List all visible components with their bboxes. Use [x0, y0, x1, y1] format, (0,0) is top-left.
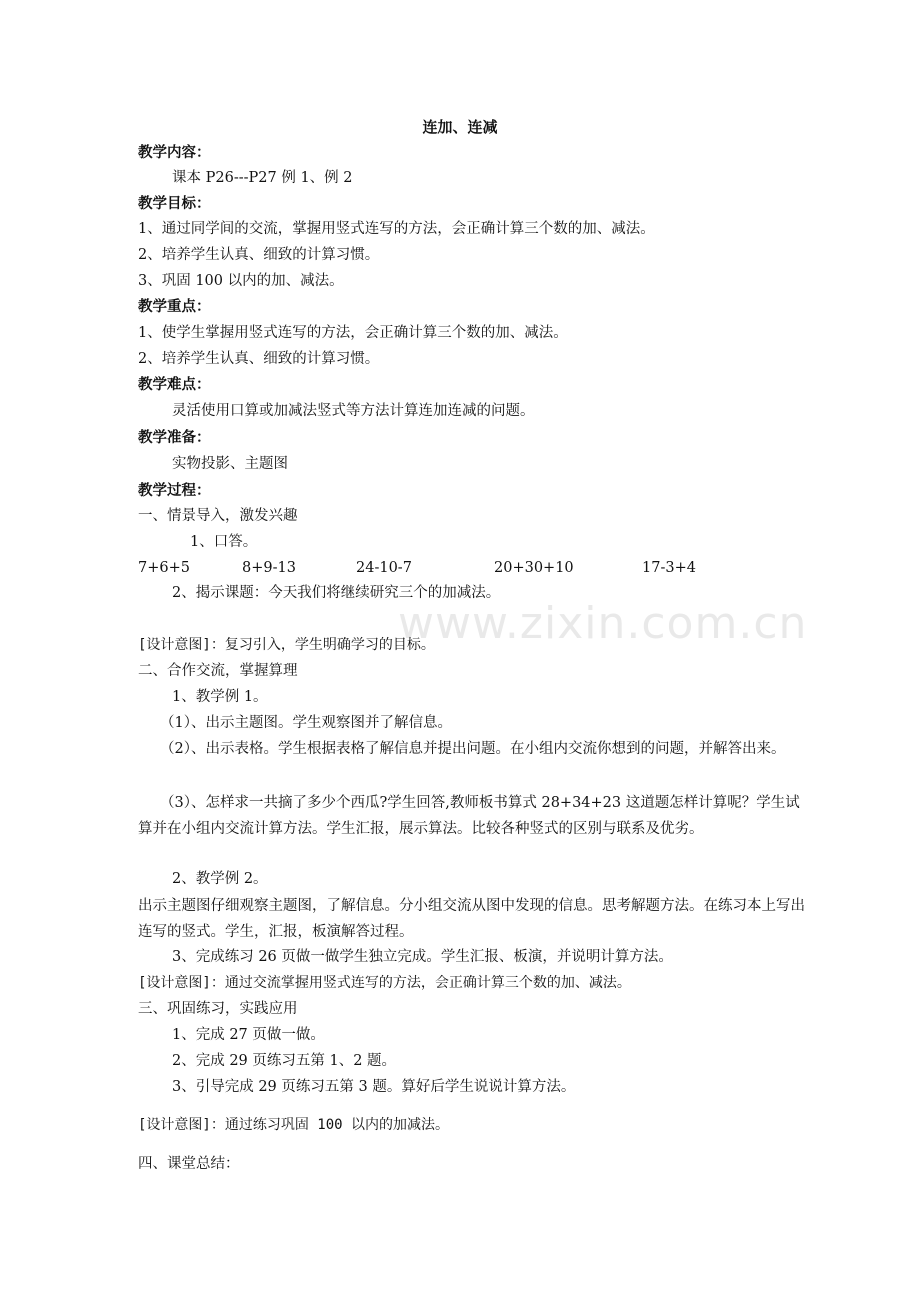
calc-row — [138, 557, 810, 579]
preparation-text: 实物投影、主题图 — [172, 456, 288, 472]
heading-key-points: 教学重点： — [138, 299, 211, 315]
section3-item: 2、完成 29 页练习五第 1、2 题。 — [172, 1053, 397, 1069]
calc-item: 24-10-7 — [356, 560, 412, 576]
section2-item3: 3、完成练习 26 页做一做学生独立完成。学生汇报、板演，并说明计算方法。 — [172, 949, 673, 965]
section2-title: 二、合作交流，掌握算理 — [138, 663, 298, 679]
heading-preparation: 教学准备： — [138, 430, 211, 446]
calc-item: 7+6+5 — [138, 560, 190, 576]
goal-item: 3、巩固 100 以内的加、减法。 — [138, 273, 344, 289]
key-point-item: 1、使学生掌握用竖式连写的方法，会正确计算三个数的加、减法。 — [138, 325, 568, 341]
section3-item: 3、引导完成 29 页练习五第 3 题。算好后学生说说计算方法。 — [172, 1079, 576, 1095]
section1-title: 一、情景导入，激发兴趣 — [138, 508, 298, 524]
section3-title: 三、巩固练习，实践应用 — [138, 1001, 298, 1017]
design-intent: [设计意图]：复习引入，学生明确学习的目标。 — [138, 637, 435, 653]
section4-title: 四、课堂总结： — [138, 1156, 240, 1172]
content-text: 课本 P26---P27 例 1、例 2 — [172, 170, 353, 186]
heading-goals: 教学目标： — [138, 196, 211, 212]
section2-sub3: （3）、怎样求一共摘了多少个西瓜?学生回答,教师板书算式 28+34+23 这道题怎样计算呢？学生试算并在小组内交流计算方法。学生汇报，展示算法。比较各种竖式的区别与联系及优劣。 — [138, 795, 800, 837]
section2-paragraph: 出示主题图仔细观察主题图，了解信息。分小组交流从图中发现的信息。思考解题方法。在练习本上写出连写的竖式。学生，汇报，板演解答过程。 — [138, 898, 805, 940]
calc-item: 8+9-13 — [242, 560, 296, 576]
section2-item2: 2、教学例 2。 — [172, 871, 268, 887]
section2-sub2: （2）、出示表格。学生根据表格了解信息并提出问题。在小组内交流你想到的问题，并解答出来。 — [160, 741, 786, 757]
heading-process: 教学过程： — [138, 483, 211, 499]
goal-item: 2、培养学生认真、细致的计算习惯。 — [138, 247, 380, 263]
calc-item: 17-3+4 — [642, 560, 696, 576]
section1-item1: 1、口答。 — [190, 534, 258, 550]
section2-item1: 1、教学例 1。 — [172, 689, 268, 705]
watermark: www.zixin.com.cn — [398, 598, 808, 649]
calc-item: 20+30+10 — [494, 560, 574, 576]
section3-item: 1、完成 27 页做一做。 — [172, 1027, 325, 1043]
difficulty-text: 灵活使用口算或加减法竖式等方法计算连加连减的问题。 — [172, 403, 535, 419]
goal-item: 1、通过同学间的交流，掌握用竖式连写的方法，会正确计算三个数的加、减法。 — [138, 221, 655, 237]
key-point-item: 2、培养学生认真、细致的计算习惯。 — [138, 351, 380, 367]
heading-difficulty: 教学难点： — [138, 377, 211, 393]
design-intent: [设计意图]：通过练习巩固 100 以内的加减法。 — [138, 1117, 449, 1133]
design-intent: [设计意图]：通过交流掌握用竖式连写的方法，会正确计算三个数的加、减法。 — [138, 975, 631, 991]
heading-content: 教学内容： — [138, 145, 211, 161]
section1-item2: 2、揭示课题：今天我们将继续研究三个的加减法。 — [172, 585, 501, 601]
section2-sub1: （1）、出示主题图。学生观察图并了解信息。 — [160, 715, 452, 731]
document-title: 连加、连减 — [422, 118, 498, 136]
